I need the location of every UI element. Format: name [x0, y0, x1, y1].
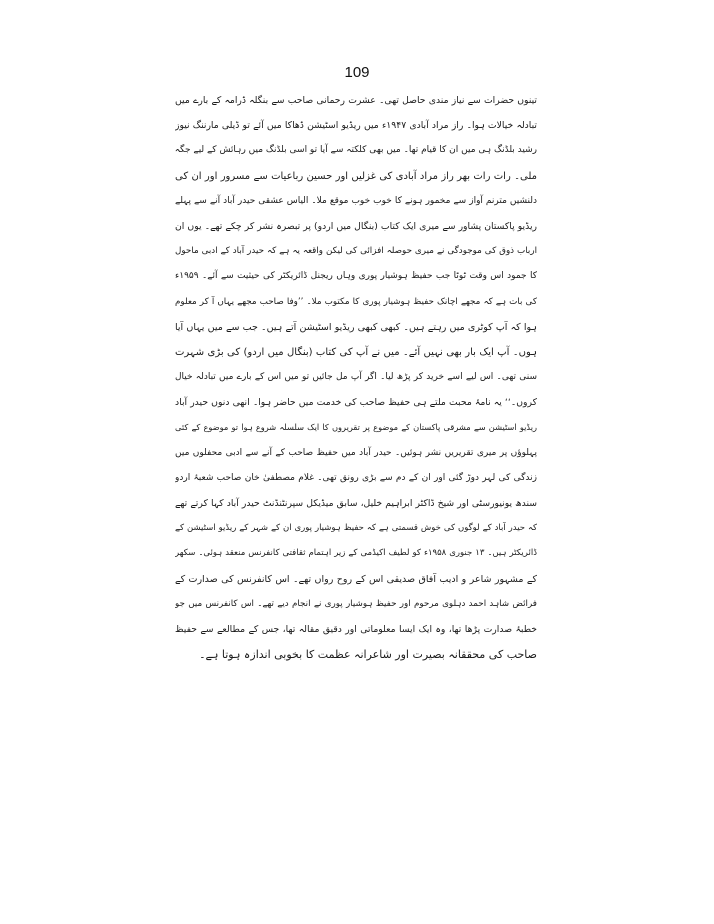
text-line: پہلوؤں پر میری تقریریں نشر ہوئیں۔ حیدر آباد میں حفیظ صاحب کے آنے سے ادبی محفلوں میں — [175, 447, 537, 458]
text-line: کی بات ہے کہ مجھے اچانک حفیظ ہوشیار پوری کا مکتوب ملا۔ ’’وفا صاحب مجھے یہاں آ کر معلوم — [175, 296, 537, 307]
text-line: رشید بلڈنگ ہی میں ان کا قیام تھا۔ میں بھی کلکتہ سے آیا تو اسی بلڈنگ میں رہائش کے لیے جگہ — [175, 145, 537, 156]
text-line: زندگی کی لہر دوڑ گئی اور ان کے دم سے بڑی رونق تھی۔ غلام مصطفیٰ خان صاحب شعبۂ اردو — [175, 472, 537, 483]
text-line: ڈائریکٹر ہیں۔ ۱۳ جنوری ۱۹۵۸ء کو لطیف اکیڈمی کے زیر اہتمام ثقافتی کانفرنس منعقد ہوئی۔ سکھر — [175, 548, 537, 559]
text-line-last: صاحب کی محققانہ بصیرت اور شاعرانہ عظمت کا بخوبی اندازہ ہوتا ہے۔ — [199, 648, 537, 662]
text-line: ارباب ذوق کی موجودگی نے میری حوصلہ افزائی کی لیکن واقعہ یہ ہے کہ حیدر آباد کے ادبی ماحول — [175, 246, 537, 257]
text-line: ملی۔ رات رات بھر راز مراد آبادی کی غزلیں اور حسین رباعیات سے مسرور اور ان کی — [175, 170, 537, 182]
text-line: کہ حیدر آباد کے لوگوں کی خوش قسمتی ہے کہ حفیظ ہوشیار پوری ان کے شہر کے ریڈیو اسٹیشن کے — [175, 523, 537, 534]
text-line: دلنشیں مترنم آواز سے مخمور ہونے کا خوب خوب موقع ملا۔ الیاس عشقی حیدر آباد آنے سے پہلے — [175, 195, 537, 206]
text-line: کا جمود اس وقت ٹوٹا جب حفیظ ہوشیار پوری وہاں ریجنل ڈائریکٹر کی حیثیت سے آئے۔ ۱۹۵۹ء — [175, 271, 537, 282]
text-line: ہوا کہ آپ کوٹری میں رہتے ہیں۔ کبھی کبھی ریڈیو اسٹیشن آتے ہیں۔ جب سے میں یہاں آیا — [175, 321, 537, 333]
text-line: کے مشہور شاعر و ادیب آفاق صدیقی اس کے روح رواں تھے۔ اس کانفرنس کی صدارت کے — [175, 573, 537, 585]
text-line: خطبۂ صدارت پڑھا تھا، وہ ایک ایسا معلوماتی اور دقیق مقالہ تھا، جس کے مطالعے سے حفیظ — [175, 623, 537, 635]
text-line: سنی تھی۔ اس لیے اسے خرید کر پڑھ لیا۔ اگر آپ مل جائیں تو میں اس کے بارے میں تبادلہ خیال — [175, 372, 537, 383]
text-line: ریڈیو پاکستان پشاور سے میری ایک کتاب (بنگال میں اردو) پر تبصرہ نشر کر چکے تھے۔ یوں ان — [175, 220, 537, 232]
text-line: تینوں حضرات سے نیاز مندی حاصل تھی۔ عشرت رحمانی صاحب سے بنگلہ ڈرامہ کے بارے میں — [175, 95, 537, 106]
text-line: فرائض شاہد احمد دہلوی مرحوم اور حفیظ ہوشیار پوری نے انجام دیے تھے۔ اس کانفرنس میں جو — [175, 598, 537, 609]
text-line: ریڈیو اسٹیشن سے مشرقی پاکستان کے موضوع پر تقریروں کا ایک سلسلہ شروع ہوا تو موضوع کے کئی — [175, 422, 537, 433]
text-line: تبادلہ خیالات ہوا۔ راز مراد آبادی ۱۹۴۷ء میں ریڈیو اسٹیشن ڈھاکا میں آئے تو ڈیلی مارننگ نیوز — [175, 120, 537, 132]
urdu-text-block — [175, 88, 537, 667]
text-line: کروں۔‘‘ یہ نامۂ محبت ملتے ہی حفیظ صاحب کی خدمت میں حاضر ہوا۔ انھی دنوں حیدر آباد — [175, 397, 537, 409]
text-line: ہوں۔ آپ ایک بار بھی نہیں آئے۔ میں نے آپ کی کتاب (بنگال میں اردو) کی بڑی شہرت — [175, 346, 537, 358]
text-line: سندھ یونیورسٹی اور شیخ ڈاکٹر ابراہیم خلیل، سابق میڈیکل سپرنٹنڈنٹ حیدر آباد کہا کرتے تھے — [175, 498, 537, 509]
page-number: 109 — [344, 64, 370, 81]
